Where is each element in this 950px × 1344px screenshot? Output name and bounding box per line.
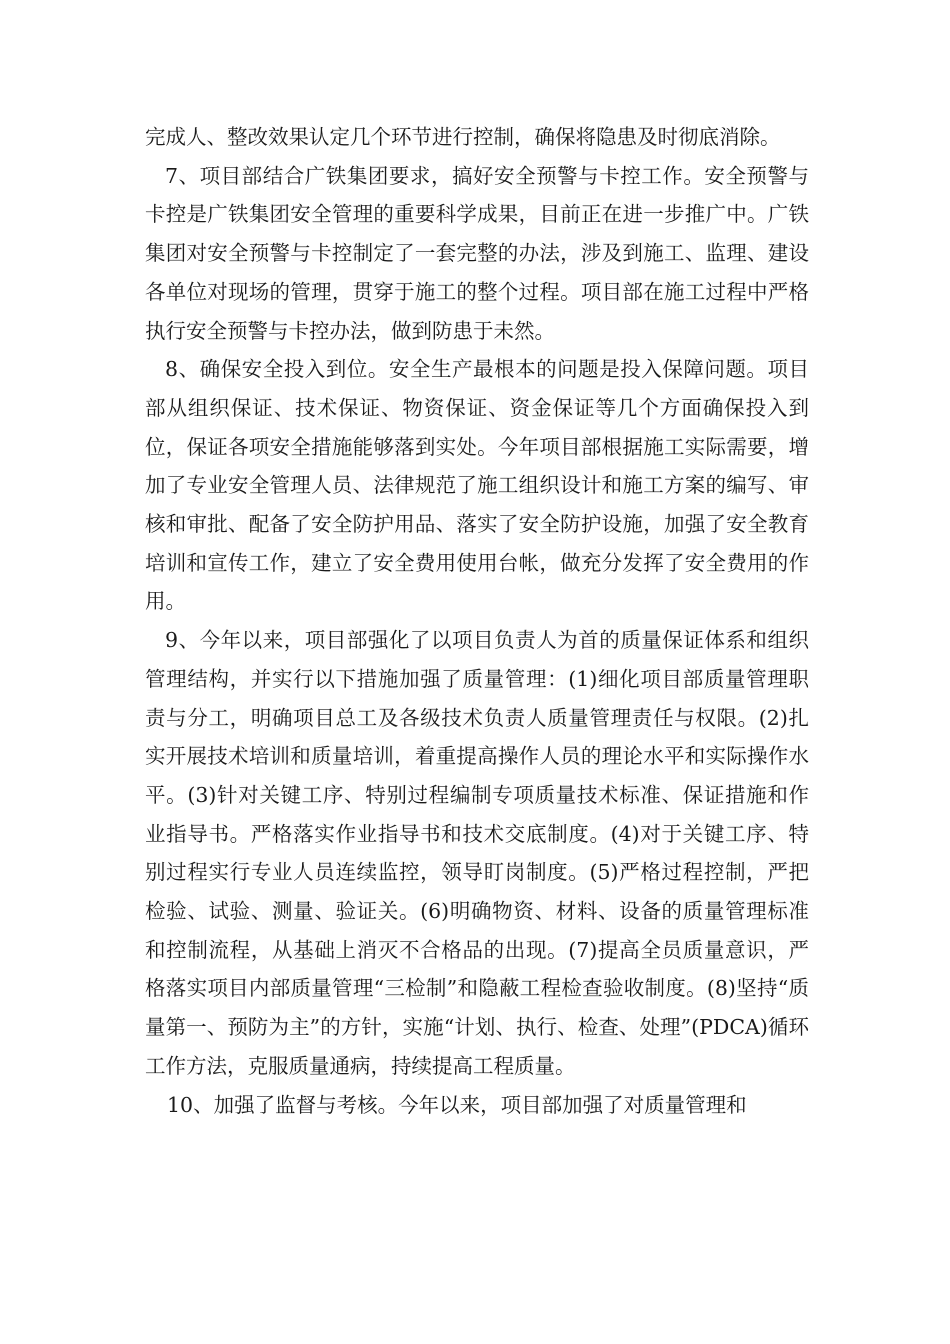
paragraph-item-9: 9、今年以来，项目部强化了以项目负责人为首的质量保证体系和组织管理结构，并实行以下措施加强了质量管理：(1)细化项目部质量管理职责与分工，明确项目总工及各级技术负责人质量管理责任与权限。(2)扎实开展技术培训和质量培训，着重提高操作人员的理论水平和实际操作水平。(3)针对关键工序、特别过程编制专项质量技术标准、保证措施和作业指导书。严格落实作业指导书和技术交底制度。(4)对于关键工序、特别过程实行专业人员连续监控，领导盯岗制度。(5)严格过程控制，严把检验、试验、测量、验证关。(6)明确物资、材料、设备的质量管理标准和控制流程，从基础上消灭不合格品的出现。(7)提高全员质量意识，严格落实项目内部质量管理“三检制”和隐蔽工程检查验收制度。(8)坚持“质量第一、预防为主”的方针，实施“计划、执行、检查、处理”(PDCA)循环工作方法，克服质量通病，持续提高工程质量。 [145, 628, 809, 1078]
paragraph-item-10: 10、加强了监督与考核。今年以来，项目部加强了对质量管理和 [167, 1092, 747, 1117]
paragraph-item-8: 8、确保安全投入到位。安全生产最根本的问题是投入保障问题。项目部从组织保证、技术保证、物资保证、资金保证等几个方面确保投入到位，保证各项安全措施能够落到实处。今年项目部根据施工实际需要，增加了专业安全管理人员、法律规范了施工组织设计和施工方案的编写、审核和审批、配备了安全防护用品、落实了安全防护设施，加强了安全教育培训和宣传工作，建立了安全费用使用台帐，做充分发挥了安全费用的作用。 [145, 357, 809, 614]
paragraph-continuation: 完成人、整改效果认定几个环节进行控制，确保将隐患及时彻底消除。 [145, 125, 781, 149]
paragraph-item-7: 7、项目部结合广铁集团要求，搞好安全预警与卡控工作。安全预警与卡控是广铁集团安全管理的重要科学成果，目前正在进一步推广中。广铁集团对安全预警与卡控制定了一套完整的办法，涉及到施工、监理、建设各单位对现场的管理，贯穿于施工的整个过程。项目部在施工过程中严格执行安全预警与卡控办法，做到防患于未然。 [145, 163, 809, 343]
document-body [145, 118, 809, 1124]
